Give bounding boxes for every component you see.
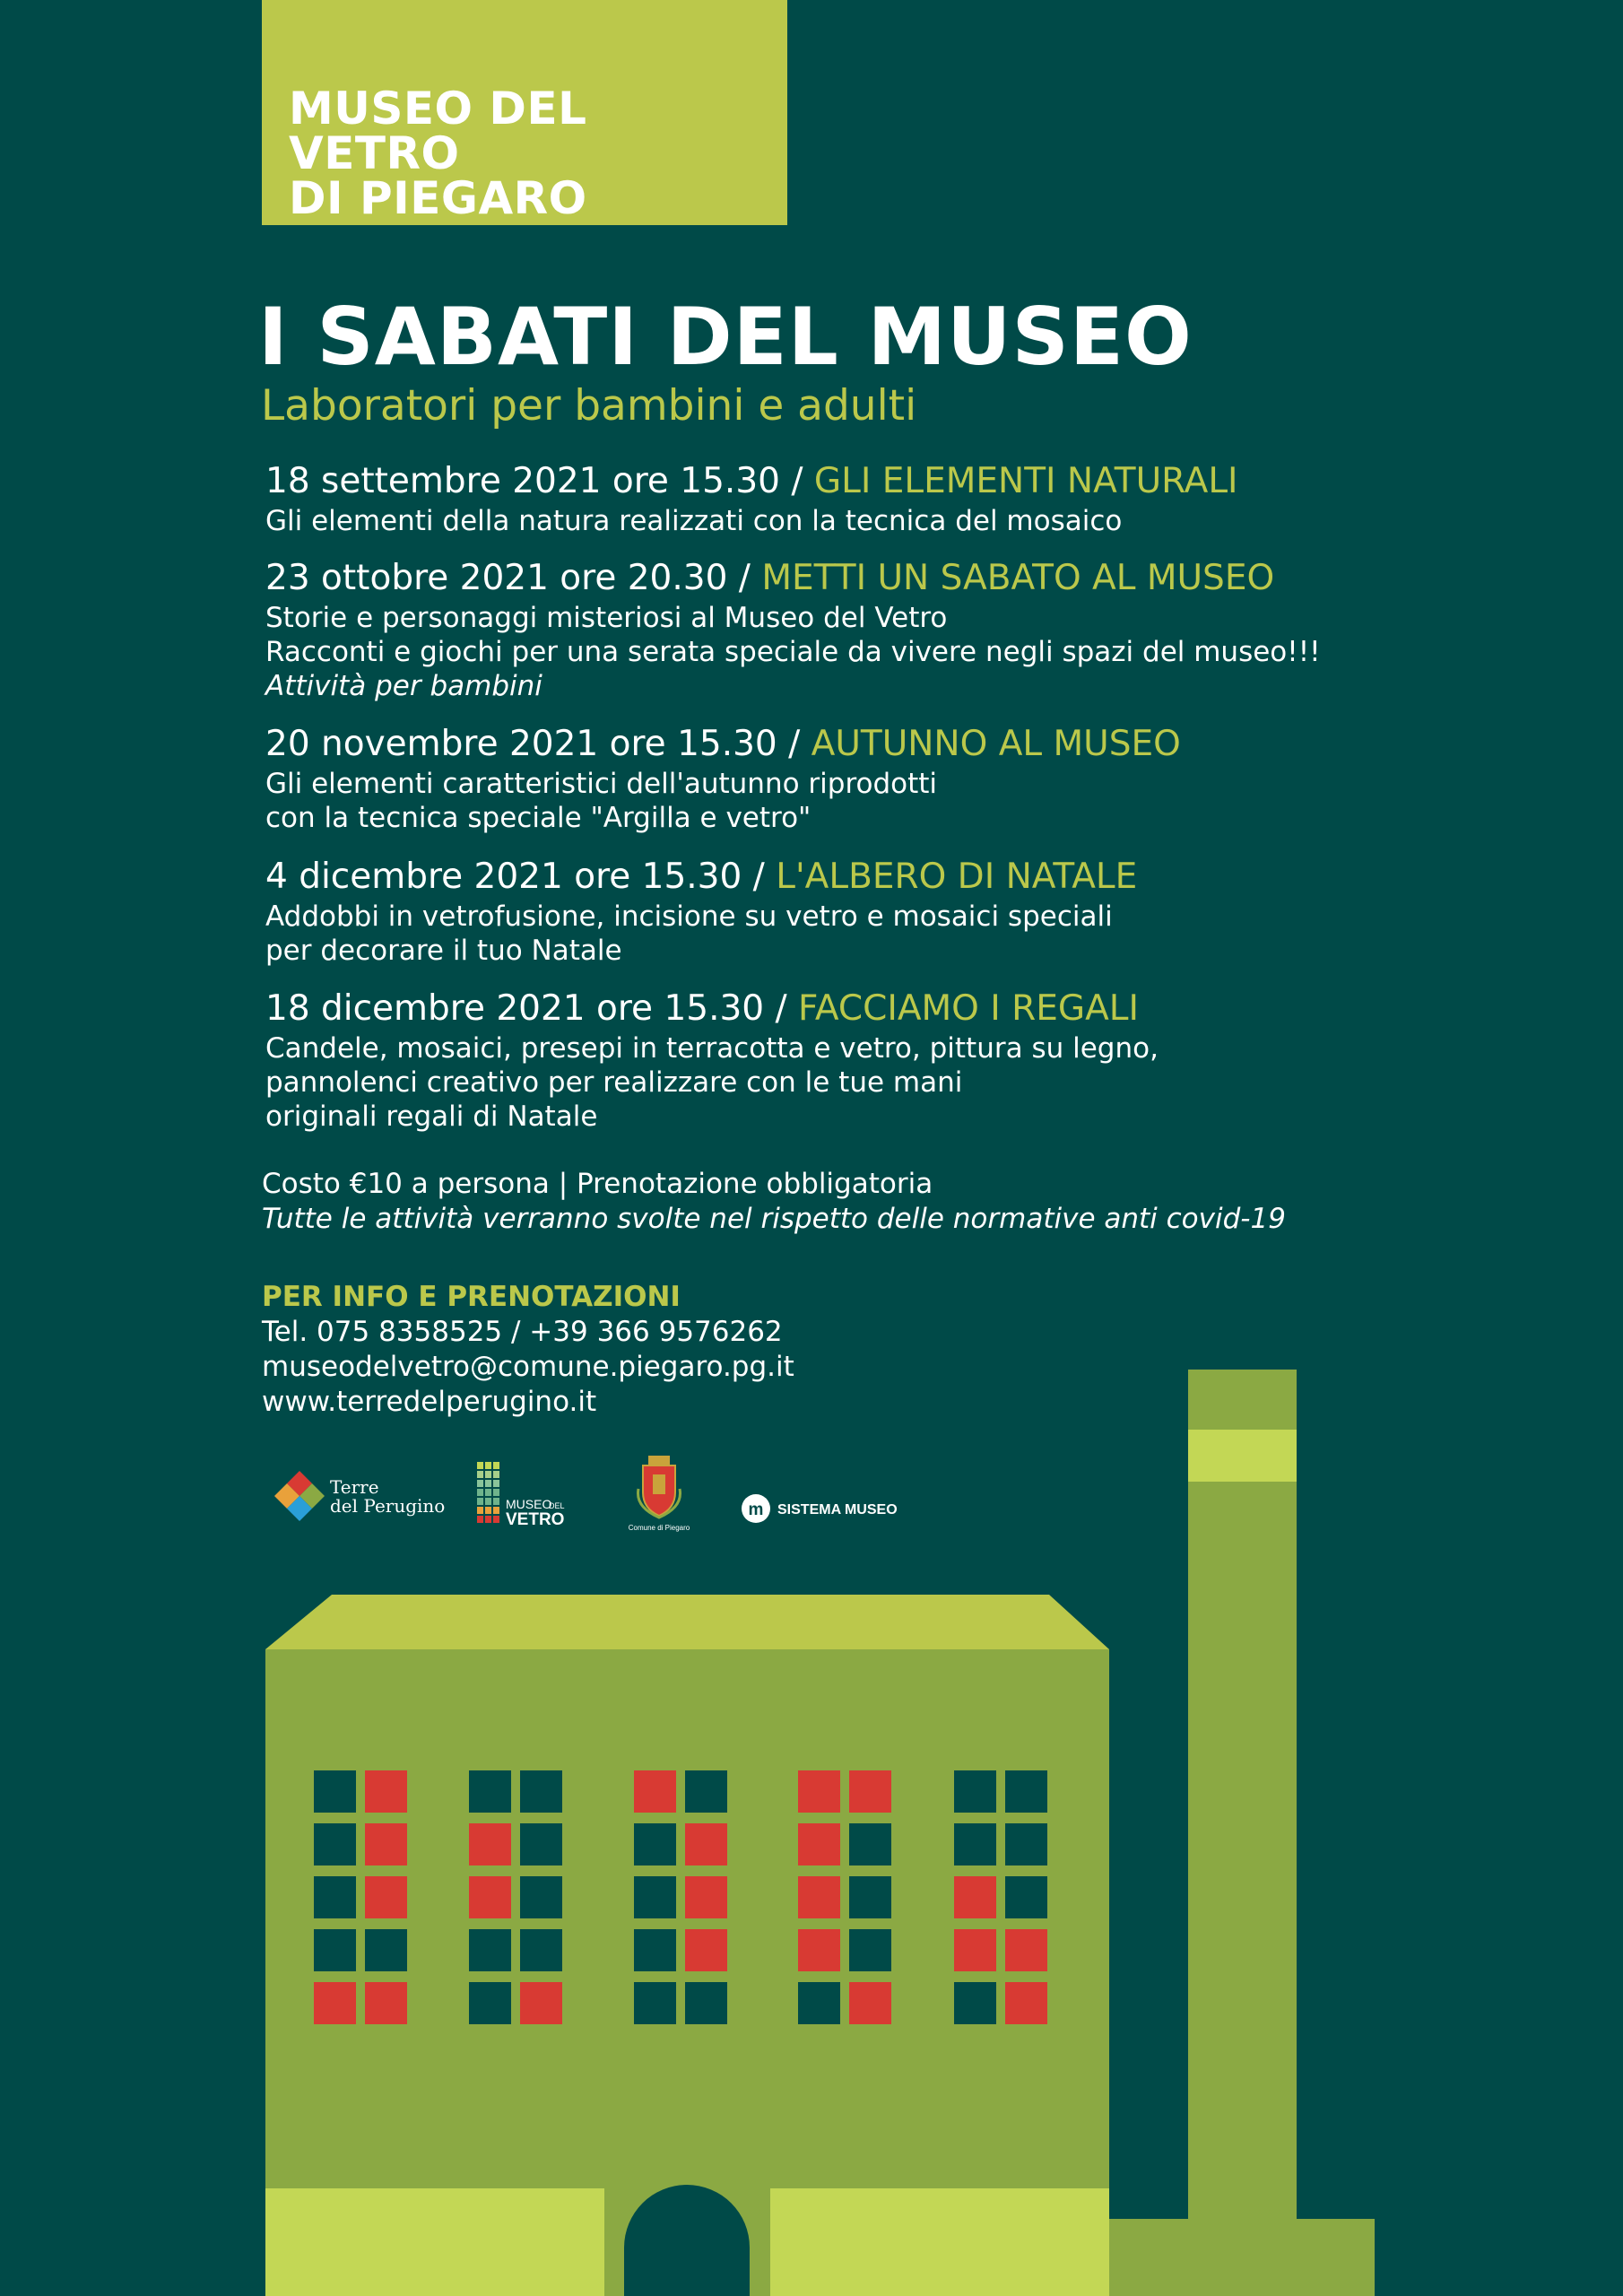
info-title: PER INFO E PRENOTAZIONI: [262, 1281, 681, 1313]
logo-tile: [477, 1507, 483, 1514]
logo-tile: [477, 1489, 483, 1496]
window-pane: [314, 1982, 356, 2024]
window-pane: [1005, 1823, 1047, 1866]
window-pane: [365, 1770, 407, 1813]
logo-tile: [493, 1489, 499, 1496]
event-heading: [265, 459, 1413, 504]
window-pane: [365, 1823, 407, 1866]
logo-tile: [493, 1462, 499, 1469]
window-pane: [954, 1876, 996, 1918]
event-description: [265, 601, 1413, 703]
window-pane: [365, 1982, 407, 2024]
window-pane: [954, 1770, 996, 1813]
cost-line: Costo €10 a persona | Prenotazione obbligatoria: [262, 1168, 933, 1200]
event-item: [265, 855, 1413, 968]
window-pane: [1005, 1929, 1047, 1971]
event-item: [265, 987, 1413, 1134]
building-base-right: [770, 2188, 1109, 2296]
event-description: [265, 767, 1413, 835]
event-description-line: Addobbi in vetrofusione, incisione su vetro e mosaici speciali: [265, 900, 1113, 933]
window-pane: [798, 1770, 840, 1813]
window-pane: [469, 1982, 511, 2024]
museo-logo-del: DEL: [549, 1501, 565, 1510]
event-description-line: Gli elementi della natura realizzati con la tecnica del mosaico: [265, 505, 1123, 537]
window-pane: [1005, 1982, 1047, 2024]
terre-logo-line2: del Perugino: [330, 1495, 445, 1517]
window-pane: [520, 1982, 562, 2024]
window-pane: [798, 1876, 840, 1918]
window-pane: [685, 1982, 727, 2024]
building-body: [265, 1649, 1109, 2296]
window-pane: [1005, 1770, 1047, 1813]
window-pane: [314, 1876, 356, 1918]
event-description-line: Candele, mosaici, presepi in terracotta e vetro, pittura su legno,: [265, 1032, 1159, 1065]
window-pane: [685, 1770, 727, 1813]
event-item: [265, 722, 1413, 835]
comune-label: Comune di Piegaro: [628, 1524, 690, 1532]
chimney: [1188, 1370, 1297, 2296]
window-pane: [685, 1876, 727, 1918]
chimney-band: [1188, 1430, 1297, 1482]
window-pane: [798, 1929, 840, 1971]
logo-tile: [485, 1462, 491, 1469]
event-date: 4 dicembre 2021 ore 15.30 /: [265, 857, 777, 897]
museum-name-line1: MUSEO DEL VETRO: [289, 83, 587, 179]
event-date: 18 dicembre 2021 ore 15.30 /: [265, 988, 799, 1029]
event-description-line: con la tecnica speciale "Argilla e vetro": [265, 802, 812, 834]
comune-di-piegaro-crest: [619, 1453, 699, 1534]
logo-tile: [485, 1480, 491, 1487]
window-pane: [634, 1929, 676, 1971]
event-item: [265, 556, 1413, 703]
event-description: [265, 900, 1413, 968]
event-title: FACCIAMO I REGALI: [798, 988, 1140, 1029]
window-pane: [798, 1823, 840, 1866]
event-description-line: Gli elementi caratteristici dell'autunno riprodotti: [265, 768, 938, 800]
event-heading: [265, 556, 1413, 601]
event-note: Attività per bambini: [265, 670, 542, 702]
event-description-line: pannolenci creativo per realizzare con le tue mani: [265, 1066, 963, 1099]
window-pane: [365, 1929, 407, 1971]
svg-text:m: m: [748, 1500, 764, 1519]
building-windows: [314, 1770, 1047, 2024]
event-title: GLI ELEMENTI NATURALI: [813, 461, 1238, 501]
window-pane: [954, 1982, 996, 2024]
museo-del-vetro-logo: [475, 1453, 574, 1534]
event-description-line: Storie e personaggi misteriosi al Museo del Vetro: [265, 602, 948, 634]
window-pane: [1005, 1876, 1047, 1918]
event-item: [265, 459, 1413, 538]
terre-logo-line1: Terre: [330, 1476, 379, 1498]
sistema-museo-label: SISTEMA MUSEO: [777, 1502, 898, 1518]
logo-tile: [477, 1498, 483, 1505]
window-pane: [634, 1823, 676, 1866]
logo-tile: [485, 1516, 491, 1523]
window-pane: [685, 1823, 727, 1866]
window-pane: [634, 1770, 676, 1813]
logo-tile: [477, 1480, 483, 1487]
event-title: AUTUNNO AL MUSEO: [811, 724, 1181, 764]
window-pane: [520, 1876, 562, 1918]
window-pane: [314, 1823, 356, 1866]
logo-tile: [477, 1462, 483, 1469]
window-pane: [634, 1876, 676, 1918]
window-pane: [685, 1929, 727, 1971]
logo-tile: [477, 1471, 483, 1478]
window-pane: [314, 1770, 356, 1813]
logo-tile: [493, 1471, 499, 1478]
info-phone[interactable]: Tel. 075 8358525 / +39 366 9576262: [262, 1316, 783, 1348]
event-date: 18 settembre 2021 ore 15.30 /: [265, 461, 814, 501]
event-description-line: per decorare il tuo Natale: [265, 935, 622, 967]
window-pane: [849, 1929, 891, 1971]
event-description: [265, 1031, 1413, 1134]
logo-tile: [485, 1498, 491, 1505]
logo-tile: [493, 1480, 499, 1487]
logo-tile: [485, 1507, 491, 1514]
page-subtitle: Laboratori per bambini e adulti: [261, 381, 917, 430]
covid-note: Tutte le attività verranno svolte nel rispetto delle normative anti covid-19: [262, 1203, 1286, 1235]
event-date: 20 novembre 2021 ore 15.30 /: [265, 724, 812, 764]
chimney-base: [1109, 2219, 1375, 2296]
museo-logo-vetro: VETRO: [506, 1510, 565, 1529]
info-email[interactable]: museodelvetro@comune.piegaro.pg.it: [262, 1351, 794, 1383]
logo-tile: [493, 1507, 499, 1514]
event-heading: [265, 722, 1413, 767]
logo-tile: [485, 1489, 491, 1496]
event-date: 23 ottobre 2021 ore 20.30 /: [265, 558, 762, 598]
event-title: METTI UN SABATO AL MUSEO: [761, 558, 1275, 598]
window-pane: [954, 1823, 996, 1866]
event-description-line: Racconti e giochi per una serata speciale da vivere negli spazi del museo!!!: [265, 636, 1321, 668]
window-pane: [954, 1929, 996, 1971]
event-heading: [265, 855, 1413, 900]
building-roof: [265, 1595, 1109, 1649]
building-base-left: [265, 2188, 604, 2296]
terre-del-perugino-logo: [265, 1453, 445, 1534]
event-title: L'ALBERO DI NATALE: [776, 857, 1138, 897]
logo-tile: [493, 1516, 499, 1523]
window-pane: [469, 1876, 511, 1918]
logo-tile: [493, 1498, 499, 1505]
cost-section: [262, 1167, 1286, 1237]
window-pane: [314, 1929, 356, 1971]
window-pane: [849, 1982, 891, 2024]
window-pane: [469, 1770, 511, 1813]
sistema-museo-logo: [740, 1453, 910, 1534]
building-door: [624, 2185, 750, 2296]
window-pane: [520, 1929, 562, 1971]
page-title: I SABATI DEL MUSEO: [258, 291, 1193, 383]
museo-logo-word: MUSEO: [506, 1497, 552, 1511]
window-pane: [520, 1823, 562, 1866]
window-pane: [849, 1823, 891, 1866]
logo-tile: [477, 1516, 483, 1523]
event-heading: [265, 987, 1413, 1031]
window-pane: [520, 1770, 562, 1813]
museum-name: [289, 83, 773, 224]
window-pane: [849, 1770, 891, 1813]
window-pane: [365, 1876, 407, 1918]
museum-name-line2: DI PIEGARO: [289, 172, 587, 224]
event-description-line: originali regali di Natale: [265, 1100, 598, 1133]
info-section: [262, 1280, 794, 1420]
event-description: [265, 504, 1413, 538]
window-pane: [849, 1876, 891, 1918]
window-pane: [634, 1982, 676, 2024]
window-pane: [469, 1823, 511, 1866]
logo-tile: [485, 1471, 491, 1478]
window-pane: [798, 1982, 840, 2024]
info-website[interactable]: www.terredelperugino.it: [262, 1386, 597, 1418]
window-pane: [469, 1929, 511, 1971]
